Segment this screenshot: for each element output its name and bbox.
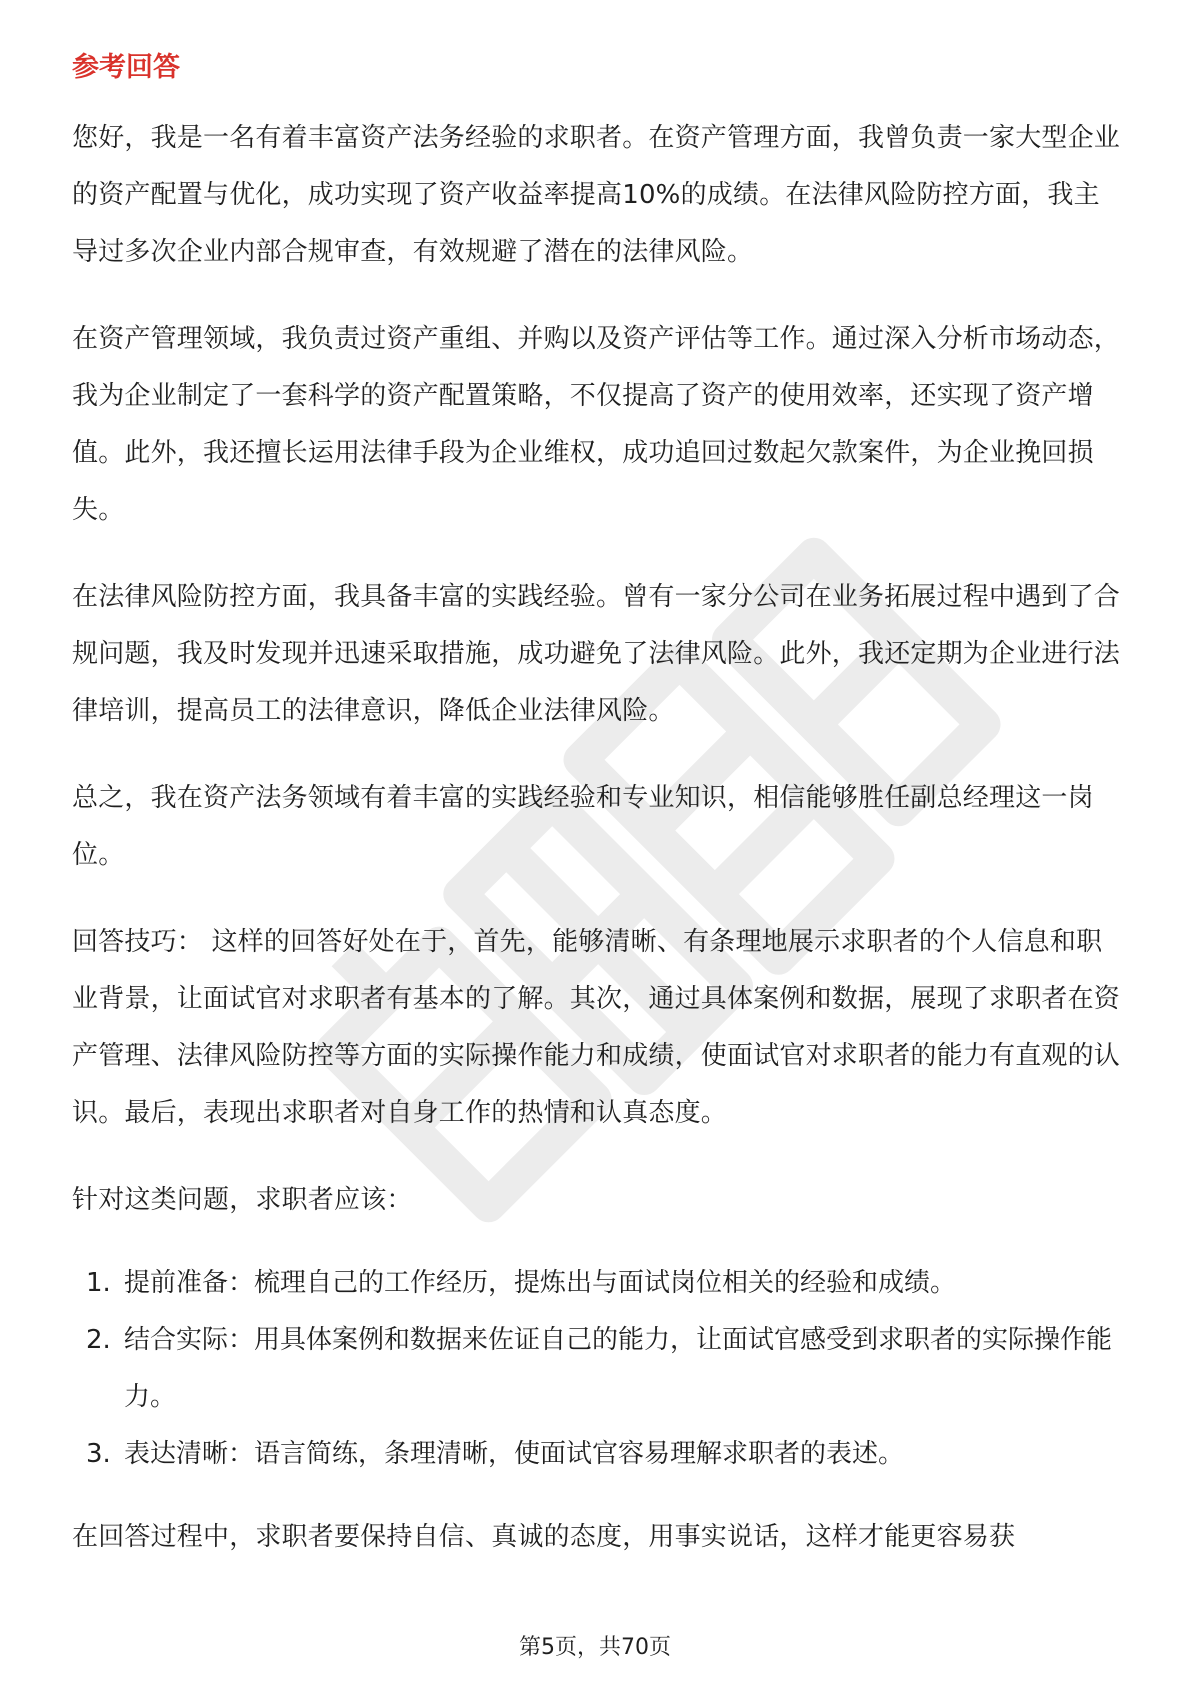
paragraph-summary: 总之，我在资产法务领域有着丰富的实践经验和专业知识，相信能够胜任副总经理这一岗位。	[72, 783, 1094, 870]
list-item-text: 提前准备：梳理自己的工作经历，提炼出与面试岗位相关的经验和成绩。	[124, 1268, 957, 1298]
list-number: 1.	[86, 1268, 111, 1298]
list-item-text: 结合实际：用具体案例和数据来佐证自己的能力，让面试官感受到求职者的实际操作能力。	[124, 1325, 1113, 1412]
list-item	[72, 1255, 1122, 1312]
list-number: 3.	[86, 1439, 111, 1469]
list-item-text: 表达清晰：语言简练，条理清晰，使面试官容易理解求职者的表述。	[124, 1439, 905, 1469]
page-number: 第5页，共70页	[519, 1635, 671, 1660]
section-heading: 参考回答	[72, 52, 180, 83]
paragraph-closing: 在回答过程中，求职者要保持自信、真诚的态度，用事实说话，这样才能更容易获	[72, 1522, 1016, 1552]
paragraph-intro: 您好，我是一名有着丰富资产法务经验的求职者。在资产管理方面，我曾负责一家大型企业的资产配置与优化，成功实现了资产收益率提高10%的成绩。在法律风险防控方面，我主导过多次企业内部合规审查，有效规避了潜在的法律风险。	[72, 123, 1121, 267]
paragraph-answer-tips: 回答技巧： 这样的回答好处在于，首先，能够清晰、有条理地展示求职者的个人信息和职业背景，让面试官对求职者有基本的了解。其次，通过具体案例和数据，展现了求职者在资产管理、法律风险防控等方面的实际操作能力和成绩，使面试官对求职者的能力有直观的认识。最后，表现出求职者对自身工作的热情和认真态度。	[72, 927, 1121, 1128]
list-item	[72, 1312, 1122, 1426]
paragraph-asset-management: 在资产管理领域，我负责过资产重组、并购以及资产评估等工作。通过深入分析市场动态，我为企业制定了一套科学的资产配置策略，不仅提高了资产的使用效率，还实现了资产增值。此外，我还擅长运用法律手段为企业维权，成功追回过数起欠款案件，为企业挽回损失。	[72, 324, 1121, 525]
list-number: 2.	[86, 1325, 111, 1355]
paragraph-list-intro: 针对这类问题，求职者应该：	[72, 1185, 413, 1215]
document-page	[72, 48, 1122, 1596]
paragraph-risk-control: 在法律风险防控方面，我具备丰富的实践经验。曾有一家分公司在业务拓展过程中遇到了合规问题，我及时发现并迅速采取措施，成功避免了法律风险。此外，我还定期为企业进行法律培训，提高员工的法律意识，降低企业法律风险。	[72, 582, 1121, 726]
tips-list	[72, 1255, 1122, 1483]
list-item	[72, 1426, 1122, 1483]
